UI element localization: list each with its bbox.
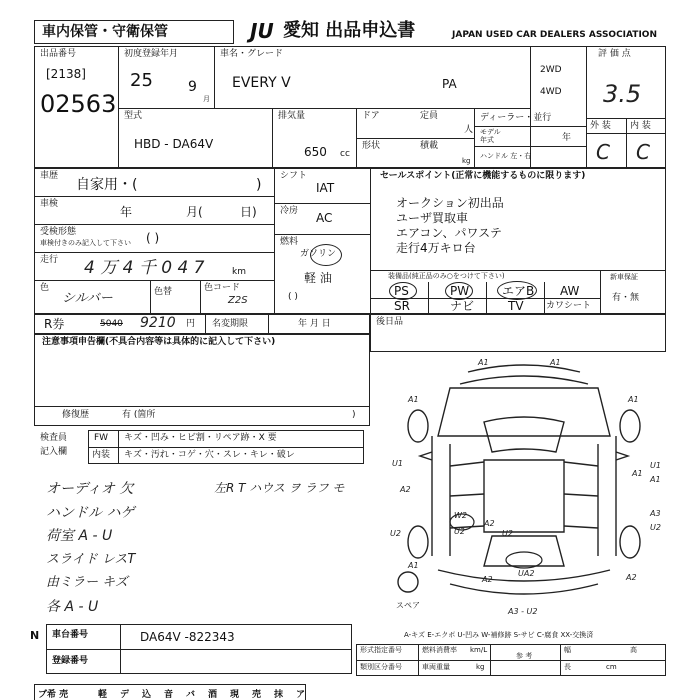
diagram-label: A1 xyxy=(408,395,419,404)
interior-label: 内 装 xyxy=(630,121,651,131)
fuel-consumption-label: 燃料消費率 xyxy=(422,646,457,654)
diagram-label: A3 xyxy=(650,509,661,518)
equip-sr: SR xyxy=(394,299,410,313)
repair-value: 有 (箇所 xyxy=(122,410,156,420)
bottom-item: 抹 xyxy=(274,690,284,700)
diagram-label: U1 xyxy=(650,461,661,470)
shaken-day-unit: 日) xyxy=(240,205,257,219)
after-box xyxy=(370,314,666,352)
storage-badge-text: 車内保管・守衛保管 xyxy=(42,24,168,40)
car-name-label: 車名・グレード xyxy=(220,49,284,59)
hand-note: 由ミラー キズ xyxy=(46,575,128,590)
bottom-item: デ xyxy=(120,690,130,700)
deadline-value: 年 月 日 xyxy=(298,319,331,329)
bottom-items xyxy=(38,687,310,700)
inspection-form-note: 車検付きのみ記入して下さい xyxy=(40,239,131,247)
diagram-label: UA2 xyxy=(518,569,535,578)
cm-unit: cm xyxy=(606,663,617,671)
diagram-label: A1 xyxy=(550,358,561,367)
reference-label: 参 考 xyxy=(516,652,533,660)
diagram-label: A1 xyxy=(628,395,639,404)
bottom-item: 酒 xyxy=(208,690,218,700)
sales-points-label: セールスポイント(正常に機能するものに限ります) xyxy=(380,171,586,181)
bottom-item: 音 xyxy=(164,690,174,700)
notes-label: 注意事項申告欄(不具合内容等は具体的に記入して下さい) xyxy=(42,337,276,347)
model-year-unit: 年 xyxy=(562,133,572,143)
capacity-unit: 人 xyxy=(464,125,474,135)
hand-note: 各 A - U xyxy=(46,599,99,615)
repair-close: ) xyxy=(352,410,356,420)
height-label: 高 xyxy=(630,646,637,654)
sales-points-list xyxy=(396,194,504,254)
after-label: 後日品 xyxy=(376,317,404,327)
bottom-item: 込 xyxy=(142,690,152,700)
registration-month: 9 xyxy=(188,79,197,95)
width-label: 幅 xyxy=(564,646,571,654)
equip-navi: ナビ xyxy=(450,299,475,313)
load-unit: kg xyxy=(462,157,471,165)
reg-label: 登録番号 xyxy=(52,656,89,666)
exterior-label: 外 装 xyxy=(590,121,611,131)
ps-circle xyxy=(389,282,417,300)
hand-note: ハンドル ハゲ xyxy=(46,505,135,521)
shaken-month-unit: 月( xyxy=(186,205,203,219)
fuel-paren: ( ) xyxy=(288,292,298,302)
diagram-label: U1 xyxy=(392,459,403,468)
ju-logo: JU xyxy=(250,19,274,43)
spare-label: スペア xyxy=(396,601,420,610)
model-value: HBD - DA64V xyxy=(134,137,214,151)
diagram-label: W2 xyxy=(454,511,467,520)
repair-label: 修復歴 xyxy=(62,410,90,420)
class-number-label: 類別区分番号 xyxy=(360,663,402,671)
diagram-label: A1 xyxy=(632,469,643,478)
mileage-value: 4 万 4 千 0 4 7 xyxy=(84,258,205,278)
displacement-label: 排気量 xyxy=(278,111,306,121)
form-title: 愛知 出品申込書 xyxy=(283,20,416,41)
equip-pw: PW xyxy=(450,284,470,298)
lot-label: 出品番号 xyxy=(40,49,77,59)
color-code-label: 色コード xyxy=(204,283,241,293)
shift-value: IAT xyxy=(316,181,335,195)
airbag-circle xyxy=(497,281,537,300)
dealer-label: ディーラー・並行 xyxy=(480,113,552,123)
lot-code: [2138] xyxy=(46,67,86,81)
registration-year: 25 xyxy=(130,70,153,91)
diagram-label: A2 xyxy=(626,573,637,582)
usage-close: ) xyxy=(256,177,262,193)
doors-label: ドア xyxy=(362,111,380,121)
association-name: JAPAN USED CAR DEALERS ASSOCIATION xyxy=(452,30,657,40)
deadline-label: 名変期限 xyxy=(212,319,249,329)
interior-grade: C xyxy=(636,140,650,164)
model-year-label: モデル 年式 xyxy=(480,128,501,144)
fw-text: キズ・凹み・ヒビ割・リペア跡・X 要 xyxy=(124,433,277,443)
weight-label: 車両重量 xyxy=(422,663,450,671)
mileage-unit: km xyxy=(232,267,246,277)
n-mark: N xyxy=(30,629,40,642)
equip-tv: TV xyxy=(508,299,524,313)
bottom-item: 軽 xyxy=(98,690,108,700)
new-car-warranty-label: 新車保証 xyxy=(610,273,638,281)
ac-label: 冷房 xyxy=(280,206,299,216)
hand-note: スライド レスT xyxy=(46,552,136,567)
recycle-amount: 9210 xyxy=(140,315,176,331)
handle-label: ハンドル 左・右 xyxy=(480,152,532,160)
color-code: Z2S xyxy=(228,295,248,306)
model-label: 型式 xyxy=(124,111,143,121)
bottom-item: 売 xyxy=(252,690,262,700)
inspector-label-2: 記入欄 xyxy=(40,447,68,457)
color-value: シルバー xyxy=(62,291,113,306)
weight-unit: kg xyxy=(476,663,485,671)
car-name: EVERY V xyxy=(232,75,291,91)
grade-score: 3.5 xyxy=(603,80,642,108)
hand-note: オーディオ 欠 xyxy=(46,481,134,497)
equip-airbag: エアB xyxy=(502,284,535,298)
inspector-label-1: 検査員 xyxy=(40,433,68,443)
fw-label: FW xyxy=(94,433,109,443)
shape-label: 形状 xyxy=(362,141,381,151)
form-number-label: 形式指定番号 xyxy=(360,646,402,654)
chassis-number: DA64V -822343 xyxy=(140,630,235,644)
shaken-label: 車検 xyxy=(40,199,59,209)
sales-point: エアコン、パワステ xyxy=(396,226,502,240)
grade-label: 評 価 点 xyxy=(598,49,631,59)
fuel-diesel: 軽 油 xyxy=(304,271,332,285)
color-label: 色 xyxy=(40,283,50,293)
car-damage-diagram xyxy=(380,356,666,618)
sales-point: 走行4万キロ台 xyxy=(396,241,476,255)
color-change-label: 色替 xyxy=(154,287,173,297)
car-grade: PA xyxy=(442,77,457,91)
usage-label: 車歴 xyxy=(40,171,59,181)
diagram-label: A2 xyxy=(484,519,495,528)
new-car-warranty-value: 有・無 xyxy=(612,293,640,303)
fuel-gasoline: ガソリン xyxy=(300,249,337,259)
recycle-label: R券 xyxy=(44,317,65,331)
recycle-old-amount: 5040 xyxy=(100,319,123,329)
registration-month-unit: 月 xyxy=(203,95,210,103)
diagram-label: A2 xyxy=(482,575,493,584)
displacement-value: 650 xyxy=(304,145,327,159)
shift-label: シフト xyxy=(280,171,308,181)
hand-note: 左R T ハウス ヲ ラフ モ xyxy=(214,481,345,495)
diagram-label: U2 xyxy=(390,529,401,538)
diagram-label: A1 xyxy=(478,358,489,367)
lot-number: 02563 xyxy=(40,90,117,118)
usage-value: 自家用・( xyxy=(76,177,138,193)
diagram-label: A1 xyxy=(650,475,661,484)
sales-point: オークション初出品 xyxy=(396,196,504,210)
length-label: 長 xyxy=(564,663,571,671)
drive-2wd: 2WD xyxy=(540,65,562,75)
shaken-year-unit: 年 xyxy=(120,205,133,219)
hand-note: 荷室 A - U xyxy=(46,528,113,544)
form-grid xyxy=(34,46,666,168)
exterior-grade: C xyxy=(596,140,610,164)
ac-value: AC xyxy=(316,211,333,225)
chassis-label: 車台番号 xyxy=(52,630,89,640)
equipment-label: 装備品(純正品のみ○をつけて下さい) xyxy=(388,272,505,280)
damage-legend: A-キズ E-エクボ U-凹み W-補修跡 S-サビ C-腐食 XX-交換済 xyxy=(404,631,594,639)
fuel-consumption-unit: km/L xyxy=(470,646,488,654)
interior-row-text: キズ・汚れ・コゲ・穴・スレ・キレ・破レ xyxy=(124,450,295,460)
recycle-unit: 円 xyxy=(186,319,196,329)
inspection-form-label: 受検形態 xyxy=(40,227,77,237)
capacity-label: 定員 xyxy=(420,111,439,121)
equip-ps: PS xyxy=(394,284,409,298)
diagram-label: A2 xyxy=(400,485,411,494)
displacement-unit: cc xyxy=(340,149,350,159)
interior-row-label: 内装 xyxy=(92,450,111,460)
mileage-label: 走行 xyxy=(40,255,59,265)
pw-circle xyxy=(445,282,473,300)
sales-point: ユーザ買取車 xyxy=(396,211,469,225)
inspection-form-paren: ( ) xyxy=(146,231,160,245)
diagram-label: U2 xyxy=(502,529,513,538)
fuel-label: 燃料 xyxy=(280,237,299,247)
bottom-item: ア xyxy=(296,690,306,700)
diagram-label: A3 - U2 xyxy=(508,607,538,616)
load-label: 積載 xyxy=(420,141,439,151)
bottom-item: ブ希 売 xyxy=(38,690,69,700)
diagram-label: U2 xyxy=(454,527,465,536)
equip-aw: AW xyxy=(560,284,580,298)
registration-label: 初度登録年月 xyxy=(124,49,179,59)
diagram-label: A1 xyxy=(408,561,419,570)
bottom-item: バ xyxy=(186,690,196,700)
drive-4wd: 4WD xyxy=(540,87,562,97)
diagram-label: U2 xyxy=(650,523,661,532)
equip-kawa-seat: カワシート xyxy=(546,301,592,311)
bottom-item: 現 xyxy=(230,690,240,700)
